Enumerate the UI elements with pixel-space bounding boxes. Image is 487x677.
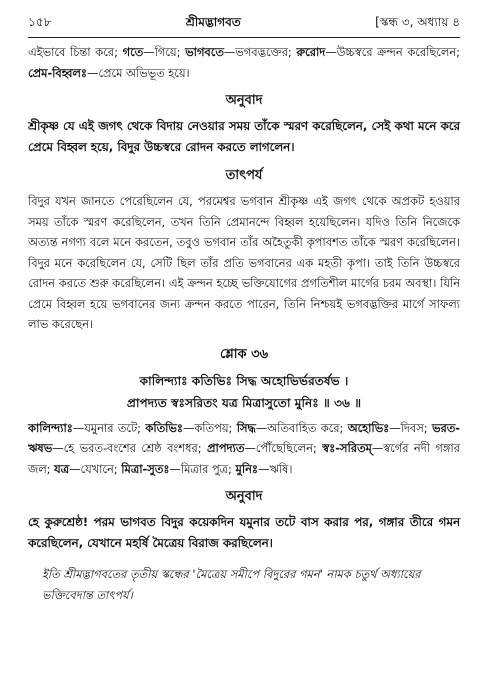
word-synonyms: কালিন্দ্যাঃ—যমুনার তটে; কতিভিঃ—কতিপয়; সিদ্ধ—অতিবাহিত করে; অহোভিঃ—দিবস; ভরত-ঋষভ—হে ভরত-বংশের শ্রেষ্ঠ বংশধর; প্রাপদ্যত—পৌঁছেছিলেন; স্বঃ-সরিতম্—স্বর্গের নদী গঙ্গার জল; যত্র—যেখানে; মিত্রা-সুতঃ—মিত্রার পুত্র; মুনিঃ—ঋষি। xyxy=(28,420,460,476)
translation-text-2: হে কুরুশ্রেষ্ঠ! পরম ভাগবত বিদুর কয়েকদিন যমুনার তটে বাস করার পর, গঙ্গার তীরে গমন করেছিলেন, যেখানে মহর্ষি মৈত্রেয় বিরাজ করছিলেন। xyxy=(28,515,460,550)
translation-heading: অনুবাদ xyxy=(225,93,263,108)
book-page xyxy=(28,14,460,605)
chapter-closing-note: ইতি শ্রীমদ্ভাগবতের তৃতীয় স্কন্ধের 'মৈত্রেয় সমীপে বিদুরের গমন' নামক চতুর্থ অধ্যায়ের ভক্তিবেদান্ত তাৎপর্য। xyxy=(42,567,421,602)
chapter-reference: [স্কন্ধ ৩, অধ্যায় ৪ xyxy=(375,15,460,29)
book-title: শ্রীমদ্ভাগবত xyxy=(185,15,241,29)
running-header xyxy=(28,14,460,38)
translation-text: শ্রীকৃষ্ণ যে এই জগৎ থেকে বিদায় নেওয়ার সময় তাঁকে স্মরণ করেছিলেন, সেই কথা মনে করে প্রেমে বিহ্বল হয়ে, বিদুর উচ্চস্বরে রোদন করতে লাগলেন। xyxy=(28,119,460,154)
purport-heading: তাৎপর্য xyxy=(225,168,263,183)
page-number: ১৫৮ xyxy=(28,15,52,29)
translation-heading-2: অনুবাদ xyxy=(225,489,263,504)
verse-line-1: কালিন্দ্যাঃ কতিভিঃ সিদ্ধ অহোভির্ভরতর্ষভ । xyxy=(139,373,349,388)
synonyms-continued: এইভাবে চিন্তা করে; গতে—গিয়ে; ভাগবতে—ভগবদ্ভক্তের; রুরোদ—উচ্চস্বরে ক্রন্দন করেছিলেন; প্রেম-বিহ্বলঃ—প্রেমে অভিভূত হয়ে। xyxy=(28,45,460,80)
verse-number: শ্লোক ৩৬ xyxy=(219,346,269,362)
purport-text: বিদুর যখন জানতে পেরেছিলেন যে, পরমেশ্বর ভগবান শ্রীকৃষ্ণ এই জগৎ থেকে অপ্রকট হওয়ার সময় তাঁকে স্মরণ করেছিলেন, তখন তিনি প্রেমানন্দে বিহ্বল হয়েছিলেন। যদিও তিনি নিজেকে অত্যন্ত নগণ্য বলে মনে করতেন, তবুও ভগবান তাঁর অহৈতুকী কৃপাবশত তাঁকে স্মরণ করেছিলেন। বিদুর মনে করেছিলেন যে, সেটি ছিল তাঁর প্রতি ভগবানের এক মহতী কৃপা। তাই তিনি উচ্চস্বরে রোদন করতে শুরু করেছিলেন। এই ক্রন্দন হচ্ছে ভক্তিযোগের প্রগতিশীল মার্গের চরম অবস্থা। যিনি প্রেমে বিহ্বল হয়ে ভগবানের জন্য ক্রন্দন করতে পারেন, তিনি নিশ্চয়ই ভগবদ্ভক্তির মার্গে সাফল্য লাভ করেছেন। xyxy=(28,194,460,331)
verse-line-2: প্রাপদ্যত স্বঃসরিতং যত্র মিত্রাসুতো মুনিঃ ॥ ৩৬ ॥ xyxy=(126,395,362,410)
